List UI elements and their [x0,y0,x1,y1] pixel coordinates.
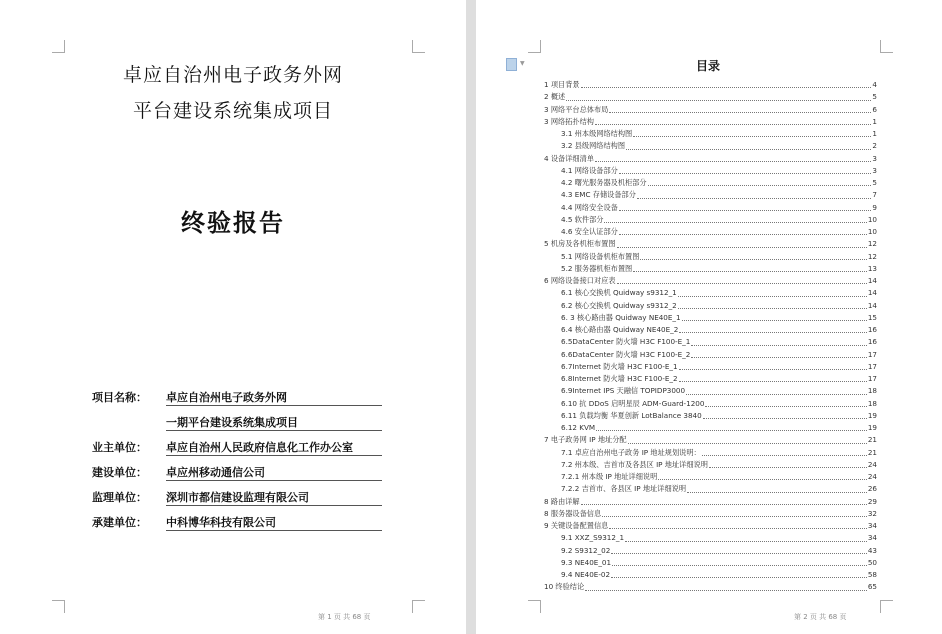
toc-entry[interactable] [544,545,877,557]
toc-entry-label[interactable]: 6 网络设备接口对应表 [544,276,616,285]
toc-entry-page[interactable]: 9 [872,202,877,212]
margin-corner [528,600,541,613]
chevron-down-icon[interactable]: ▼ [520,60,525,67]
toc-entry-page[interactable]: 14 [867,276,877,285]
toc-leader-dots [617,238,867,247]
toc-entry[interactable] [544,557,877,569]
toc-entry[interactable] [544,471,877,483]
toc-entry-label[interactable]: 6.8Internet 防火墙 H3C F100-E_2 [561,374,678,383]
toc-entry[interactable] [544,202,877,214]
margin-corner [880,600,893,613]
toc-entry-label[interactable]: 7 电子政务网 IP 地址分配 [544,435,627,445]
toc-leader-dots [566,91,871,100]
toc-leader-dots [612,557,867,566]
toc-leader-dots [625,532,867,541]
toc-entry-page[interactable]: 24 [867,459,877,469]
toc-entry[interactable] [544,336,877,348]
toc-entry-page[interactable]: 21 [867,447,877,457]
toc-entry-label[interactable]: 2 概述 [544,92,566,102]
toc-entry[interactable] [544,447,877,459]
toc-leader-dots [633,128,871,137]
margin-corner [412,40,425,53]
toc-entry-label[interactable]: 6.4 核心路由器 Quidway NE40E_2 [561,325,679,334]
toc-entry-page[interactable]: 19 [867,410,877,420]
field-label: 建设单位： [92,466,147,479]
field-label: 业主单位： [92,441,147,454]
toc-entry-page[interactable]: 5 [872,178,877,187]
toc-entry[interactable] [544,349,877,361]
toc-leader-dots [640,251,866,260]
toc-leader-dots [617,275,867,284]
toc-entry-page[interactable]: 19 [867,423,877,432]
toc-entry-page[interactable]: 4 [872,80,877,89]
toc-leader-dots [691,336,866,345]
toc-entry-label[interactable]: 4.5 软件部分 [561,214,604,224]
toc-entry-page[interactable]: 12 [867,251,877,261]
toc-entry-page[interactable]: 17 [867,374,877,383]
toc-title: 目录 [696,59,721,73]
toc-entry-label[interactable]: 4 设备详细清单 [544,153,594,163]
toc-entry[interactable] [544,140,877,152]
cover-page [0,0,466,634]
toc-entry-page[interactable]: 16 [867,337,877,347]
toc-entry-page[interactable]: 12 [867,239,877,249]
toc-entry-page[interactable]: 34 [867,521,877,530]
toc-leader-dots [626,140,871,149]
toc-entry[interactable] [544,128,877,140]
toc-leader-dots [679,373,867,382]
toc-entry-page[interactable]: 24 [867,472,877,481]
field-value [166,464,382,481]
toc-entry-page[interactable]: 6 [872,104,877,114]
toc-entry-label[interactable]: 3 网络平台总体布局 [544,104,609,114]
toc-entry[interactable] [544,104,877,116]
toc-entry[interactable] [544,226,877,238]
toc-entry[interactable] [544,361,877,373]
toc-entry-label[interactable]: 6.10 抗 DDoS 启明星辰 ADM-Guard-1200 [561,398,705,408]
toc-entry-label[interactable]: 6. 3 核心路由器 Quidway NE40E_1 [561,312,681,322]
toc-leader-dots [679,324,867,333]
field-label: 承建单位： [92,516,147,529]
toc-entry-page[interactable]: 65 [867,582,877,592]
toc-entry[interactable] [544,520,877,532]
toc-entry-page[interactable]: 32 [867,508,877,518]
toc-entry-page[interactable]: 7 [872,190,877,200]
toc-entry-page[interactable]: 5 [872,92,877,102]
toc-entry-page[interactable]: 18 [867,398,877,408]
report-title: 终验报告 [181,209,285,237]
toc-entry-label[interactable]: 5.2 服务器机柜布置图 [561,263,633,273]
field-value-text: 一期平台建设系统集成项目 [166,416,298,429]
toc-entry-label[interactable]: 9.1 XXZ_S9312_1 [561,533,625,543]
field-value [166,439,382,456]
toc-entry[interactable] [544,287,877,299]
toc-entry[interactable] [544,459,877,471]
toc-entry-page[interactable]: 34 [867,533,877,543]
toc-leader-dots [648,177,872,186]
toc-entry-page[interactable]: 16 [867,325,877,334]
toc-leader-dots [658,471,867,480]
field-value-text: 中科博华科技有限公司 [166,516,276,529]
toc-entry-page[interactable]: 10 [867,227,877,236]
toc-entry[interactable] [544,312,877,324]
toc-entry-page[interactable]: 50 [867,557,877,567]
toc-entry-label[interactable]: 4.3 EMC 存储设备部分 [561,190,636,200]
toc-leader-dots [619,202,872,211]
toc-entry-label[interactable]: 10 终验结论 [544,582,585,592]
margin-corner [52,600,65,613]
field-value-text: 深圳市都信建设监理有限公司 [166,491,309,504]
toc-leader-dots [633,263,867,272]
toc-entry-page[interactable]: 26 [867,484,877,494]
toc-entry-label[interactable]: 5 机房及各机柜布置图 [544,239,616,249]
toc-entry-label[interactable]: 4.1 网络设备部分 [561,165,618,175]
toc-entry-label[interactable]: 8 路由详解 [544,496,580,506]
toc-entry-label[interactable]: 7.2.1 州本级 IP 地址详细说明 [561,472,658,481]
toc-page [476,0,942,634]
toc-leader-dots [619,165,872,174]
toc-entry-label[interactable]: 6.7Internet 防火墙 H3C F100-E_1 [561,361,678,371]
page-footer: 第 2 页 共 68 页 [794,613,847,621]
toc-entry-page[interactable]: 3 [872,153,877,163]
toc-entry[interactable] [544,398,877,410]
toc-entry-label[interactable]: 7.1 卓应自治州电子政务 IP 地址规划说明： [561,447,701,457]
toc-entry[interactable] [544,79,877,91]
toc-entry-page[interactable]: 3 [872,165,877,175]
toc-entry[interactable] [544,116,877,128]
toc-entry[interactable] [544,508,877,520]
toc-entry-page[interactable]: 1 [872,129,877,138]
toc-leader-dots [611,569,867,578]
page-footer: 第 1 页 共 68 页 [318,613,371,621]
toc-entry[interactable] [544,300,877,312]
toc-entry[interactable] [544,410,877,422]
toc-leader-dots [678,287,867,296]
margin-corner [880,40,893,53]
toc-entry-page[interactable]: 21 [867,435,877,445]
toc-entry-label[interactable]: 6.6DataCenter 防火墙 H3C F100-E_2 [561,349,691,359]
toc-entry-label[interactable]: 1 项目背景 [544,80,580,89]
toc-entry[interactable] [544,496,877,508]
toc-leader-dots [611,545,867,554]
toc-entry[interactable] [544,251,877,263]
toc-entry-page[interactable]: 18 [867,386,877,396]
toc-entry-label[interactable]: 4.4 网络安全设备 [561,202,618,212]
toc-leader-dots [702,447,867,456]
toc-leader-dots [686,385,867,394]
document-icon[interactable] [506,58,517,71]
toc-entry[interactable] [544,165,877,177]
toc-entry-label[interactable]: 6.9Internet IPS 天融信 TOPIDP3000 [561,386,686,396]
toc-entry-label[interactable]: 7.2.2 吉首市、各县区 IP 地址详细说明 [561,484,687,494]
toc-entry-label[interactable]: 6.12 KVM [561,423,596,432]
toc-entry-page[interactable]: 14 [867,300,877,310]
field-value-text: 卓应州移动通信公司 [166,466,265,479]
toc-leader-dots [682,312,867,321]
toc-entry[interactable] [544,275,877,287]
field-value-text: 卓应自治州电子政务外网 [166,391,287,404]
toc-entry[interactable] [544,214,877,226]
toc-entry-page[interactable]: 13 [867,263,877,273]
toc-leader-dots [687,483,867,492]
toc-entry-label[interactable]: 4.6 安全认证部分 [561,227,618,236]
field-label: 监理单位： [92,491,147,504]
cover-title-line2: 平台建设系统集成项目 [132,100,333,122]
toc-leader-dots [691,349,866,358]
toc-entry[interactable] [544,581,877,593]
toc-entry-page[interactable]: 58 [867,570,877,579]
toc-entry[interactable] [544,324,877,336]
toc-leader-dots [619,226,867,235]
toc-entry-label[interactable]: 7.2 州本级、吉首市及各县区 IP 地址详细说明 [561,459,708,469]
toc-entry-label[interactable]: 9 关键设备配置信息 [544,521,609,530]
toc-entry-label[interactable]: 6.2 核心交换机 Quidway s9312_2 [561,300,677,310]
toc-leader-dots [709,459,867,468]
toc-leader-dots [581,79,872,88]
toc-entry[interactable] [544,263,877,275]
table-of-contents [544,79,877,594]
toc-leader-dots [678,300,867,309]
toc-leader-dots [596,422,867,431]
toc-entry-label[interactable]: 3 网络拓扑结构 [544,116,594,126]
cover-title-line1: 卓应自治州电子政务外网 [122,64,343,86]
toc-entry-page[interactable]: 29 [867,496,877,506]
field-value-text: 卓应自治州人民政府信息化工作办公室 [166,441,353,454]
toc-entry-label[interactable]: 6.5DataCenter 防火墙 H3C F100-E_1 [561,337,691,347]
toc-leader-dots [585,581,867,590]
toc-entry[interactable] [544,238,877,250]
toc-entry-label[interactable]: 9.4 NE40E-02 [561,570,611,579]
toc-leader-dots [705,398,866,407]
toc-entry-page[interactable]: 14 [867,288,877,298]
toc-entry-page[interactable]: 17 [867,361,877,371]
toc-leader-dots [609,520,866,529]
toc-entry-page[interactable]: 15 [867,312,877,322]
toc-entry[interactable] [544,569,877,581]
toc-leader-dots [595,116,871,125]
toc-entry-label[interactable]: 3.1 州本级网络结构图 [561,129,633,138]
toc-leader-dots [581,496,867,505]
toc-entry-label[interactable]: 6.1 核心交换机 Quidway s9312_1 [561,288,677,298]
toc-entry[interactable] [544,153,877,165]
page-gap [466,0,476,634]
toc-entry-label[interactable]: 5.1 网络设备机柜布置图 [561,251,640,261]
toc-entry[interactable] [544,177,877,189]
toc-leader-dots [637,189,872,198]
toc-entry-page[interactable]: 1 [872,116,877,126]
toc-leader-dots [679,361,867,370]
toc-entry-page[interactable]: 2 [872,141,877,151]
field-value [166,489,382,506]
toc-leader-dots [602,508,867,517]
toc-leader-dots [628,434,867,443]
toc-entry[interactable] [544,373,877,385]
toc-entry[interactable] [544,532,877,544]
toc-entry[interactable] [544,422,877,434]
toc-entry[interactable] [544,483,877,495]
toc-entry-label[interactable]: 3.2 县级网络结构图 [561,141,626,151]
toc-entry-label[interactable]: 6.11 负载均衡 华夏创新 LotBalance 3840 [561,410,702,420]
toc-entry-page[interactable]: 43 [867,545,877,555]
toc-leader-dots [609,104,871,113]
toc-entry[interactable] [544,91,877,103]
margin-corner [412,600,425,613]
margin-corner [528,40,541,53]
toc-leader-dots [703,410,867,419]
toc-entry-label[interactable]: 4.2 曙光服务器及机柜部分 [561,178,647,187]
toc-entry-label[interactable]: 9.3 NE40E_01 [561,557,612,567]
toc-entry[interactable] [544,189,877,201]
toc-entry-label[interactable]: 8 服务器设备信息 [544,508,602,518]
toc-leader-dots [604,214,866,223]
field-label: 项目名称： [92,391,147,404]
field-value [166,514,382,531]
field-value [166,389,382,406]
toc-entry[interactable] [544,434,877,446]
field-value [166,414,382,431]
toc-entry-label[interactable]: 9.2 S9312_02 [561,545,611,555]
toc-entry[interactable] [544,385,877,397]
toc-leader-dots [595,153,871,162]
toc-entry-page[interactable]: 10 [867,214,877,224]
toc-entry-page[interactable]: 17 [867,349,877,359]
margin-corner [52,40,65,53]
